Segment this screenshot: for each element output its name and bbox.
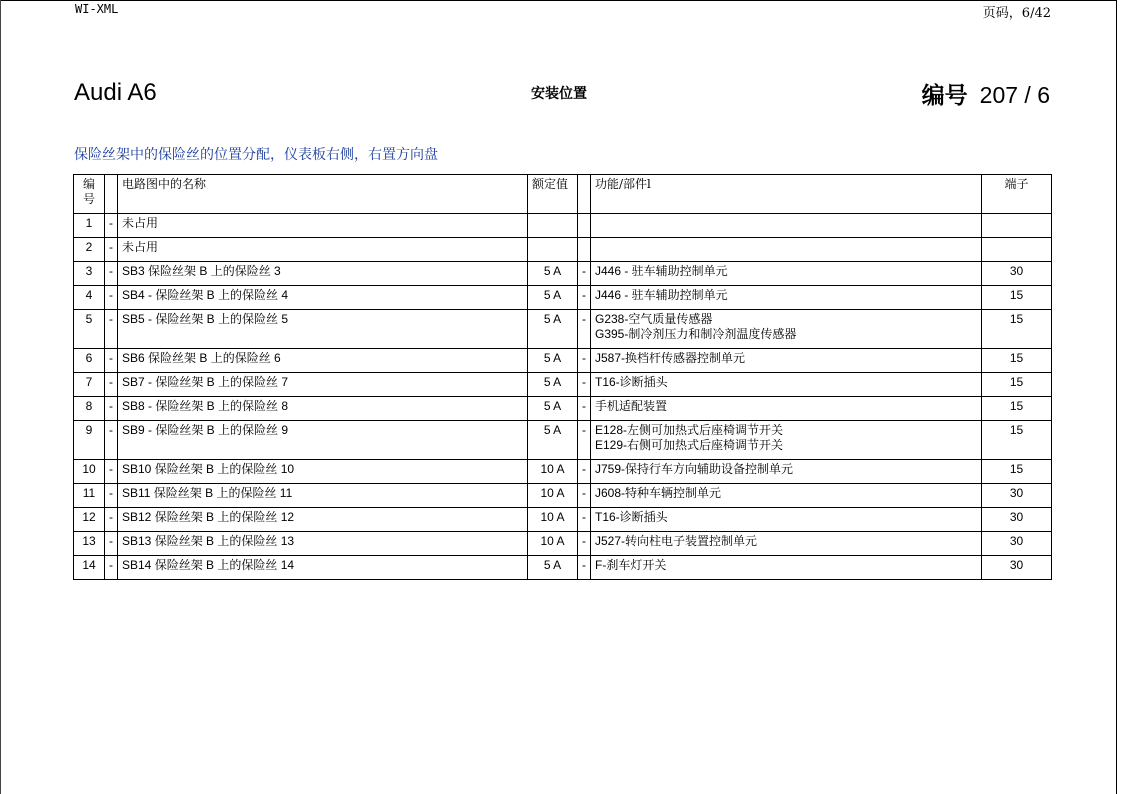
- cell-function: [591, 349, 982, 373]
- cell-rating: 5 A: [528, 373, 578, 397]
- cell-name: SB12 保险丝架 B 上的保险丝 12: [118, 508, 528, 532]
- section-title: 安装位置: [531, 86, 587, 102]
- cell-dash: -: [105, 508, 118, 532]
- table-row: [74, 214, 1052, 238]
- function-line: J446 - 驻车辅助控制单元: [595, 288, 728, 302]
- document-number: [922, 77, 1050, 110]
- function-line: T16-诊断插头: [595, 375, 668, 389]
- cell-terminal: [982, 214, 1052, 238]
- page-frame-top: [0, 0, 1117, 1]
- cell-dash: -: [105, 349, 118, 373]
- cell-dash-2: -: [578, 349, 591, 373]
- table-row: [74, 286, 1052, 310]
- cell-dash-2: -: [578, 262, 591, 286]
- cell-rating: 5 A: [528, 310, 578, 349]
- cell-rating: 10 A: [528, 460, 578, 484]
- cell-dash-2: -: [578, 397, 591, 421]
- function-line: F-刹车灯开关: [595, 558, 667, 572]
- cell-dash: -: [105, 373, 118, 397]
- cell-number: 13: [74, 532, 105, 556]
- cell-rating: [528, 238, 578, 262]
- cell-terminal: 30: [982, 484, 1052, 508]
- cell-number: 8: [74, 397, 105, 421]
- cell-dash: -: [105, 238, 118, 262]
- cell-dash: -: [105, 310, 118, 349]
- cell-number: 4: [74, 286, 105, 310]
- col-header-spacer: [105, 175, 118, 214]
- cell-number: 6: [74, 349, 105, 373]
- cell-function: [591, 532, 982, 556]
- cell-dash: -: [105, 532, 118, 556]
- cell-rating: 10 A: [528, 532, 578, 556]
- cell-name: SB3 保险丝架 B 上的保险丝 3: [118, 262, 528, 286]
- page-indicator: 页码，6/42: [982, 6, 1051, 21]
- table-row: [74, 373, 1052, 397]
- cell-name: SB5 - 保险丝架 B 上的保险丝 5: [118, 310, 528, 349]
- cell-terminal: 15: [982, 373, 1052, 397]
- cell-number: 12: [74, 508, 105, 532]
- cell-rating: [528, 214, 578, 238]
- table-body: [74, 214, 1052, 580]
- cell-rating: 5 A: [528, 349, 578, 373]
- cell-name: SB14 保险丝架 B 上的保险丝 14: [118, 556, 528, 580]
- function-line: T16-诊断插头: [595, 510, 668, 524]
- cell-rating: 10 A: [528, 484, 578, 508]
- cell-terminal: 30: [982, 532, 1052, 556]
- cell-function: [591, 262, 982, 286]
- cell-dash: -: [105, 556, 118, 580]
- table-row: [74, 460, 1052, 484]
- cell-rating: 5 A: [528, 286, 578, 310]
- page-frame-right: [1116, 0, 1117, 794]
- cell-rating: 5 A: [528, 262, 578, 286]
- cell-number: 5: [74, 310, 105, 349]
- cell-name: SB11 保险丝架 B 上的保险丝 11: [118, 484, 528, 508]
- function-line: J587-换档杆传感器控制单元: [595, 351, 746, 365]
- function-line: J446 - 驻车辅助控制单元: [595, 264, 728, 278]
- cell-name: 未占用: [118, 214, 528, 238]
- col-header-spacer-2: [578, 175, 591, 214]
- function-line: J608-特种车辆控制单元: [595, 486, 722, 500]
- cell-number: 11: [74, 484, 105, 508]
- function-line: E129-右侧可加热式后座椅调节开关: [595, 438, 784, 452]
- cell-function: [591, 397, 982, 421]
- document-number-label: 编号: [921, 83, 968, 109]
- cell-terminal: [982, 238, 1052, 262]
- cell-dash: -: [105, 484, 118, 508]
- cell-function: [591, 460, 982, 484]
- cell-name: 未占用: [118, 238, 528, 262]
- cell-rating: 5 A: [528, 421, 578, 460]
- col-header-terminal: 端子: [982, 175, 1052, 214]
- table-row: [74, 397, 1052, 421]
- col-header-number: 编号: [74, 175, 105, 214]
- cell-dash-2: -: [578, 532, 591, 556]
- cell-rating: 5 A: [528, 397, 578, 421]
- function-line: E128-左侧可加热式后座椅调节开关: [595, 423, 784, 437]
- cell-number: 14: [74, 556, 105, 580]
- cell-rating: 10 A: [528, 508, 578, 532]
- cell-name: SB8 - 保险丝架 B 上的保险丝 8: [118, 397, 528, 421]
- cell-terminal: 15: [982, 349, 1052, 373]
- cell-function: [591, 556, 982, 580]
- cell-name: SB6 保险丝架 B 上的保险丝 6: [118, 349, 528, 373]
- table-row: [74, 349, 1052, 373]
- function-line: 手机适配装置: [595, 399, 668, 413]
- table-row: [74, 262, 1052, 286]
- cell-dash-2: -: [578, 556, 591, 580]
- table-row: [74, 508, 1052, 532]
- cell-function: [591, 373, 982, 397]
- cell-terminal: 15: [982, 397, 1052, 421]
- table-row: [74, 556, 1052, 580]
- cell-name: SB13 保险丝架 B 上的保险丝 13: [118, 532, 528, 556]
- cell-terminal: 15: [982, 460, 1052, 484]
- table-row: [74, 238, 1052, 262]
- cell-number: 10: [74, 460, 105, 484]
- function-line: J527-转向柱电子装置控制单元: [595, 534, 758, 548]
- cell-dash: -: [105, 460, 118, 484]
- cell-dash-2: -: [578, 310, 591, 349]
- cell-terminal: 15: [982, 421, 1052, 460]
- cell-dash-2: [578, 214, 591, 238]
- cell-name: SB7 - 保险丝架 B 上的保险丝 7: [118, 373, 528, 397]
- cell-dash-2: -: [578, 286, 591, 310]
- cell-dash-2: -: [578, 421, 591, 460]
- cell-dash-2: [578, 238, 591, 262]
- table-subtitle: 保险丝架中的保险丝的位置分配，仪表板右侧，右置方向盘: [74, 147, 438, 163]
- fuse-assignment-table: [73, 174, 1052, 580]
- cell-terminal: 30: [982, 556, 1052, 580]
- cell-dash: -: [105, 397, 118, 421]
- doc-format-label: WI-XML: [75, 2, 119, 16]
- cell-number: 7: [74, 373, 105, 397]
- table-row: [74, 532, 1052, 556]
- col-header-name: 电路图中的名称: [118, 175, 528, 214]
- cell-function: [591, 508, 982, 532]
- col-header-rating: 额定值: [528, 175, 578, 214]
- cell-number: 2: [74, 238, 105, 262]
- cell-name: SB9 - 保险丝架 B 上的保险丝 9: [118, 421, 528, 460]
- cell-dash: -: [105, 286, 118, 310]
- cell-name: SB4 - 保险丝架 B 上的保险丝 4: [118, 286, 528, 310]
- cell-terminal: 30: [982, 262, 1052, 286]
- cell-function: [591, 310, 982, 349]
- cell-dash-2: -: [578, 460, 591, 484]
- table-row: [74, 310, 1052, 349]
- cell-terminal: 15: [982, 310, 1052, 349]
- cell-terminal: 15: [982, 286, 1052, 310]
- cell-function: [591, 214, 982, 238]
- cell-function: [591, 421, 982, 460]
- document-number-value: 207 / 6: [979, 82, 1050, 108]
- table-row: [74, 484, 1052, 508]
- cell-dash: -: [105, 214, 118, 238]
- table-header-row: [74, 175, 1052, 214]
- cell-dash: -: [105, 421, 118, 460]
- table-row: [74, 421, 1052, 460]
- col-header-function: 功能/部件l: [591, 175, 982, 214]
- function-line: G395-制冷剂压力和制冷剂温度传感器: [595, 327, 797, 341]
- function-line: J759-保持行车方向辅助设备控制单元: [595, 462, 794, 476]
- cell-dash-2: -: [578, 508, 591, 532]
- cell-number: 1: [74, 214, 105, 238]
- cell-number: 9: [74, 421, 105, 460]
- vehicle-model-title: Audi A6: [74, 79, 157, 106]
- page-frame-left: [0, 0, 1, 794]
- cell-dash-2: -: [578, 484, 591, 508]
- cell-name: SB10 保险丝架 B 上的保险丝 10: [118, 460, 528, 484]
- cell-rating: 5 A: [528, 556, 578, 580]
- cell-number: 3: [74, 262, 105, 286]
- function-line: G238-空气质量传感器: [595, 312, 713, 326]
- cell-function: [591, 484, 982, 508]
- cell-function: [591, 286, 982, 310]
- cell-dash-2: -: [578, 373, 591, 397]
- cell-dash: -: [105, 262, 118, 286]
- cell-terminal: 30: [982, 508, 1052, 532]
- cell-function: [591, 238, 982, 262]
